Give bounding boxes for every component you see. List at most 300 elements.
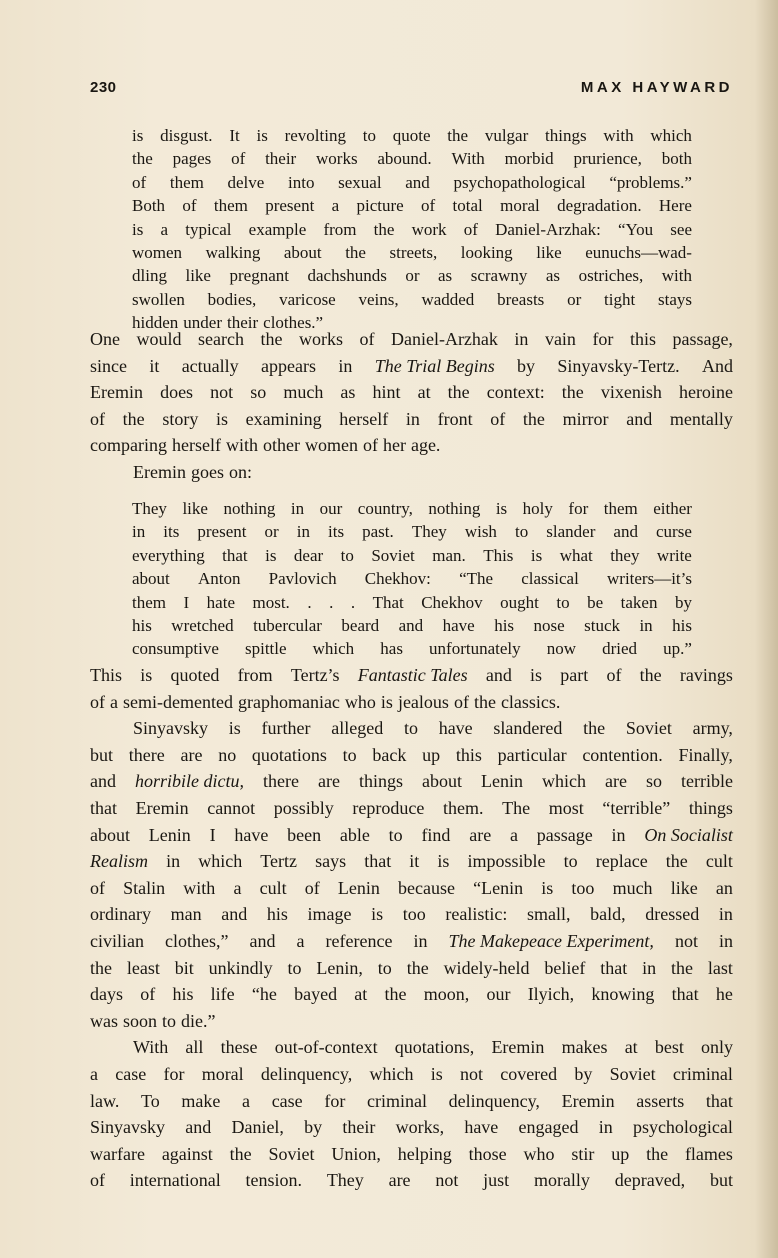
word: he [715, 984, 733, 1005]
word: about [90, 824, 130, 845]
page-number: 230 [90, 79, 117, 96]
text-line [90, 662, 733, 689]
text-line [90, 353, 733, 380]
word: soon [123, 1010, 158, 1031]
word: under [183, 313, 222, 333]
word: is [530, 545, 543, 565]
word: Sinyavsky [133, 718, 209, 739]
word: as [438, 266, 453, 286]
word: of [90, 691, 105, 712]
word: her [382, 435, 406, 456]
word: or [567, 289, 582, 309]
word: of [490, 408, 506, 429]
text-line [132, 567, 692, 590]
word: by [517, 355, 536, 376]
word: are [388, 1170, 411, 1191]
word: prurience, [573, 149, 642, 169]
word: walking [205, 242, 261, 262]
word: alleged [331, 718, 384, 739]
word: cannot [207, 797, 256, 818]
word: dear [293, 545, 324, 565]
word: too [402, 904, 426, 925]
word: to [388, 824, 403, 845]
paragraph-1 [90, 326, 733, 486]
word: on: [228, 461, 252, 482]
word: so [250, 382, 267, 403]
word: their [227, 313, 259, 333]
word: criminal [366, 1090, 427, 1111]
text-line [90, 715, 733, 742]
word: like [536, 242, 562, 262]
word: Both [132, 196, 166, 216]
word: tubercular [253, 615, 322, 635]
word: for [324, 1090, 346, 1111]
word: works, [395, 1117, 445, 1138]
word: its [328, 522, 345, 542]
page-header [90, 79, 733, 101]
word: small, [527, 904, 571, 925]
word: is [530, 665, 543, 685]
word: pregnant [229, 266, 289, 286]
text-line [90, 1088, 733, 1115]
word: writers—it’s [607, 569, 692, 589]
text-line [132, 614, 692, 637]
word: to [377, 957, 392, 978]
word: dried [602, 639, 638, 659]
word: Realism [90, 851, 148, 872]
word: in [639, 615, 653, 635]
text-line [90, 875, 733, 902]
word: Pavlovich [268, 569, 337, 589]
text-line [132, 591, 692, 614]
word: stuck [584, 615, 620, 635]
word: that [222, 545, 248, 565]
word: no [218, 744, 237, 765]
word: them [132, 592, 166, 612]
word: and [221, 904, 248, 925]
word: things [688, 797, 733, 818]
word: his [132, 615, 152, 635]
word: appears [261, 355, 316, 376]
word: have [442, 615, 475, 635]
word: of [231, 149, 246, 169]
word: . [350, 592, 356, 612]
word: a [90, 1063, 98, 1084]
word: past. [362, 522, 394, 542]
word: life [210, 984, 235, 1005]
word: Eremin [561, 1090, 615, 1111]
word: not [674, 930, 698, 951]
word: either [653, 499, 692, 518]
word: Chekhov [421, 592, 483, 612]
word: with [225, 435, 258, 456]
text-line [90, 742, 733, 769]
word: at [354, 984, 368, 1005]
word: and [398, 615, 424, 635]
word: them [169, 172, 204, 192]
word: because [398, 877, 455, 898]
word: the [473, 691, 496, 712]
word: psychopathological [453, 172, 586, 192]
word: morally [533, 1170, 590, 1191]
word: example [248, 219, 307, 239]
word: die.” [181, 1010, 216, 1031]
word: to [340, 545, 354, 565]
word: of [90, 1170, 105, 1191]
word: moral [201, 1063, 244, 1084]
word: that [600, 957, 628, 978]
word: this [629, 329, 656, 349]
word: to [514, 522, 529, 542]
word: only [700, 1037, 733, 1058]
word: for [163, 1063, 185, 1084]
word: them [213, 196, 248, 216]
word: Soviet [625, 718, 672, 739]
word: is [541, 877, 554, 898]
text-line [132, 124, 692, 147]
word: slander [546, 522, 596, 542]
word: Soviet [268, 1143, 315, 1164]
word: which [198, 851, 243, 872]
word: examining [245, 408, 322, 429]
word: disgust. [160, 126, 213, 145]
word: breasts [497, 289, 545, 309]
word: and [90, 771, 116, 792]
word: now [546, 639, 577, 659]
word: international [129, 1170, 221, 1191]
word: of [421, 196, 436, 216]
block-quote-1 [132, 124, 692, 335]
word: the [122, 408, 145, 429]
word: most [548, 797, 584, 818]
word: country, [357, 499, 413, 518]
word: a [331, 196, 340, 216]
word: passage, [672, 329, 733, 349]
word: out-of-context [274, 1037, 378, 1058]
word: not [435, 1170, 459, 1191]
word: ravings [679, 665, 733, 685]
word: . [329, 592, 334, 612]
word: Lenin, [316, 957, 363, 978]
word: against [161, 1143, 213, 1164]
word: veins, [358, 289, 399, 309]
text-line [90, 1008, 733, 1035]
word: passage [536, 824, 593, 845]
word: is [430, 1063, 443, 1084]
word: at [417, 382, 431, 403]
word: so [645, 771, 662, 792]
word: to [342, 744, 357, 765]
word: from [237, 665, 273, 685]
word: is [132, 219, 144, 239]
word: covered [500, 1063, 558, 1084]
word: by [674, 592, 692, 612]
word: up.” [663, 639, 692, 659]
word: this [455, 744, 482, 765]
word: are [604, 771, 627, 792]
word: “You [617, 219, 654, 239]
word: classics. [500, 691, 561, 712]
word: asserts [636, 1090, 685, 1111]
word: it [409, 851, 420, 872]
word: scrawny [470, 266, 528, 286]
word: is [380, 691, 393, 712]
word: contention. [582, 744, 663, 765]
word: Finally, [678, 744, 733, 765]
word: Eremin [133, 461, 186, 482]
word: That [372, 592, 404, 612]
word: which [650, 126, 692, 145]
word: works [316, 149, 358, 169]
word: his [672, 615, 692, 635]
word: “The [459, 569, 494, 589]
word: degradation. [557, 196, 642, 216]
word: everything [132, 545, 205, 565]
text-line [132, 544, 692, 567]
text-line [90, 1167, 733, 1194]
word: there [263, 771, 299, 792]
word: swollen [132, 289, 185, 309]
text-line [90, 379, 733, 406]
word: which [369, 1063, 414, 1084]
word: in [413, 930, 428, 951]
word: hate [206, 592, 235, 612]
word: widely-held [443, 957, 530, 978]
word: the [671, 957, 694, 978]
word: search [198, 329, 244, 349]
word: work [411, 219, 447, 239]
word: hint [372, 382, 401, 403]
word: a [509, 824, 518, 845]
word: impossible [467, 851, 546, 872]
word: realistic: [445, 904, 508, 925]
text-line [90, 928, 733, 955]
text-line [90, 795, 733, 822]
word: civilian [90, 930, 144, 951]
word: and [249, 930, 276, 951]
word: since [90, 355, 127, 376]
word: curse [656, 522, 692, 542]
word: cult [705, 851, 733, 872]
word: stir [571, 1143, 595, 1164]
word: by [574, 1063, 593, 1084]
word: classical [521, 569, 579, 589]
word: in [642, 957, 657, 978]
word: sexual [338, 172, 382, 192]
word: case [115, 1063, 147, 1084]
word: from [323, 219, 357, 239]
block-quote-2 [132, 497, 692, 661]
word: warfare [90, 1143, 145, 1164]
word: herself [171, 435, 221, 456]
word: things [358, 771, 403, 792]
word: With [451, 149, 485, 169]
word: vulgar [484, 126, 529, 145]
word: And [701, 355, 733, 376]
word: I [183, 592, 190, 612]
word: the [373, 219, 395, 239]
word: With [133, 1037, 169, 1058]
word: and [185, 1117, 212, 1138]
word: Soviet [609, 1063, 656, 1084]
word: Lenin [337, 877, 380, 898]
word: It [229, 126, 240, 145]
word: bodies, [207, 289, 257, 309]
word: in [718, 930, 733, 951]
word: Lenin [480, 771, 523, 792]
word: further [261, 718, 311, 739]
word: least [126, 957, 160, 978]
word: knowing [591, 984, 655, 1005]
word: picture [356, 196, 404, 216]
word: Union, [331, 1143, 381, 1164]
word: or [264, 522, 279, 542]
text-line [90, 901, 733, 928]
word: that [364, 851, 392, 872]
word: a [233, 877, 242, 898]
word: quote [392, 126, 431, 145]
word: the [561, 382, 584, 403]
word: was [90, 1010, 118, 1031]
word: our [319, 499, 343, 518]
word: psychological [632, 1117, 733, 1138]
word: clothes,” [165, 930, 229, 951]
word: much [283, 382, 324, 403]
word: a [110, 691, 118, 712]
word: belief [544, 957, 586, 978]
word: holy [522, 499, 553, 518]
word: quotations, [394, 1037, 475, 1058]
word: of [132, 172, 147, 192]
word: too [571, 877, 595, 898]
word: replace [595, 851, 648, 872]
word: abound. [377, 149, 432, 169]
word: to [556, 592, 570, 612]
word: man [170, 904, 202, 925]
word: a [160, 219, 169, 239]
text-line [90, 768, 733, 795]
word: works [298, 329, 343, 349]
word: with [661, 266, 692, 286]
word: This [483, 545, 514, 565]
word: The Makepeace Experiment, [448, 930, 654, 951]
word: unkindly [208, 957, 273, 978]
word: days [90, 984, 123, 1005]
word: They [411, 522, 447, 542]
word: all [185, 1037, 204, 1058]
word: in [405, 408, 420, 429]
word: last [707, 957, 733, 978]
word: mentally [669, 408, 733, 429]
word: flames [684, 1143, 733, 1164]
word: best [654, 1037, 684, 1058]
word: but [90, 744, 114, 765]
text-line [90, 406, 733, 433]
word: in [296, 522, 310, 542]
word: of [304, 877, 320, 898]
word: Lenin [148, 824, 191, 845]
word: its [163, 522, 180, 542]
word: who [344, 691, 376, 712]
word: like [182, 499, 208, 518]
word: those [468, 1143, 507, 1164]
word: is [265, 545, 277, 565]
word: to [403, 718, 418, 739]
word: unfortunately [429, 639, 521, 659]
text-line [132, 241, 692, 264]
word: depraved, [614, 1170, 686, 1191]
word: eunuchs—wad- [585, 242, 692, 262]
word: wish [464, 522, 497, 542]
word: taken [620, 592, 658, 612]
word: Anton [197, 569, 241, 589]
word: of [90, 408, 105, 429]
word: a [296, 930, 305, 951]
word: the [345, 242, 366, 262]
word: Daniel-Arzhak: [495, 219, 601, 239]
word: and [485, 665, 512, 685]
word: looking [460, 242, 513, 262]
text-line [90, 955, 733, 982]
word: like [185, 266, 211, 286]
word: actually [181, 355, 239, 376]
word: Tertz’s [290, 665, 340, 685]
word: law. [90, 1090, 120, 1111]
word: much [612, 877, 653, 898]
word: nothing [428, 499, 481, 518]
word: the [447, 382, 470, 403]
word: of [140, 984, 156, 1005]
word: or [405, 266, 420, 286]
word: wadded [421, 289, 475, 309]
word: they [610, 545, 640, 565]
word: terrible [680, 771, 733, 792]
word: have [464, 1117, 499, 1138]
word: age. [410, 435, 441, 456]
word: the [406, 957, 429, 978]
word: Eremin [135, 797, 189, 818]
word: To [140, 1090, 160, 1111]
word: been [287, 824, 322, 845]
word: . [307, 592, 312, 612]
word: it [149, 355, 160, 376]
word: Daniel, [231, 1117, 284, 1138]
word: is [215, 408, 228, 429]
word: to [287, 957, 302, 978]
word: I [209, 824, 216, 845]
word: The [502, 797, 531, 818]
word: jealous [397, 691, 449, 712]
word: goes [190, 461, 224, 482]
word: “he [251, 984, 277, 1005]
word: both [661, 149, 692, 169]
word: a [242, 1090, 251, 1111]
text-line [132, 497, 692, 520]
word: of [606, 665, 622, 685]
word: consumptive [132, 639, 219, 659]
word: case [271, 1090, 303, 1111]
word: dachshunds [307, 266, 387, 286]
word: One [90, 329, 120, 349]
word: as [340, 382, 356, 403]
word: Sinyavsky [90, 1117, 166, 1138]
word: in [290, 499, 305, 518]
word: typical [185, 219, 232, 239]
word: Soviet [371, 545, 415, 565]
word: is [371, 904, 384, 925]
word: an [715, 877, 733, 898]
word: of [182, 196, 197, 216]
